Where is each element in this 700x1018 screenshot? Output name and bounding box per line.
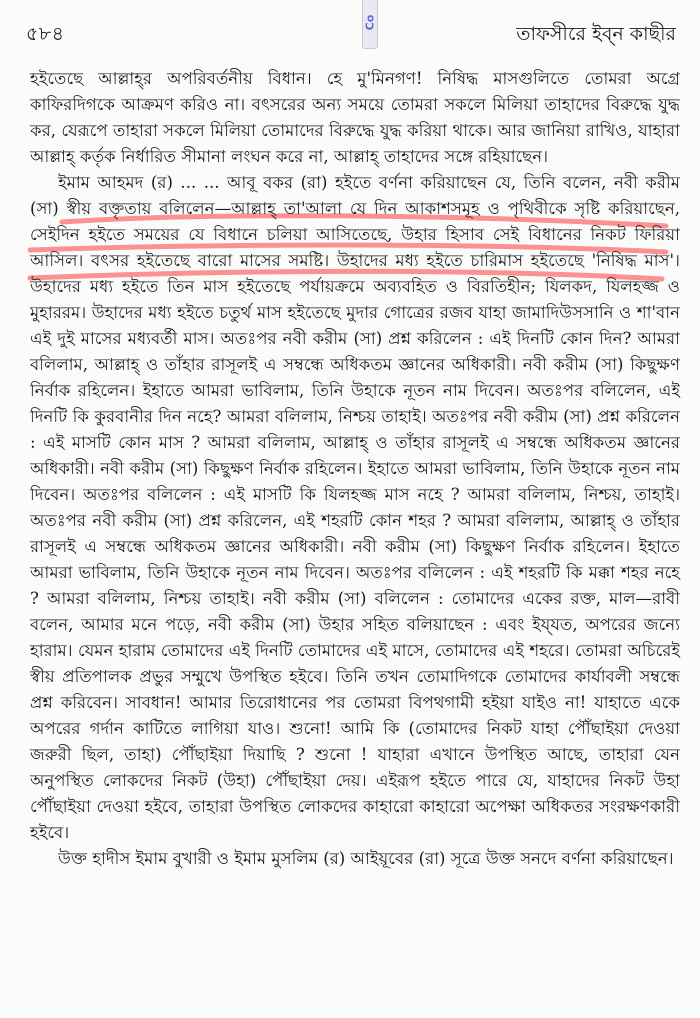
body-text — [30, 66, 680, 872]
page-number: ৫৮৪ — [26, 23, 65, 45]
page-header — [24, 16, 676, 50]
watermark-tab-label: Co — [363, 14, 377, 31]
paragraph-1: হইতেছে আল্লাহ্‌র অপরিবর্তনীয় বিধান। হে মু'মিনগণ! নিষিদ্ধ মাসগুলিতে তোমরা অগ্রে কাফিরদিগকে আক্রমণ করিও না। বৎসরের অন্য সময়ে তোমরা সকলে মিলিয়া তাহাদের বিরুদ্ধে যুদ্ধ কর, যেরূপে তাহারা সকলে মিলিয়া তোমাদের বিরুদ্ধে যুদ্ধ করিয়া থাকে। আর জানিয়া রাখিও, যাহারা আল্লাহ্‌ কর্তৃক নির্ধারিত সীমানা লংঘন করে না, আল্লাহ্‌ তাহাদের সঙ্গে রহিয়াছেন। — [30, 69, 680, 166]
paragraph-2: ইমাম আহমদ (র) ... ... আবূ বকর (রা) হইতে বর্ণনা করিয়াছেন যে, তিনি বলেন, নবী করীম (সা) স্বীয় বক্তৃতায় বলিলেন—আল্লাহ্‌ তা'আলা যে দিন আকাশসমূহ ও পৃথিবীকে সৃষ্টি করিয়াছেন, সেইদিন হইতে সময়ের যে বিধানে চলিয়া আসিতেছে, উহার হিসাব সেই বিধানের নিকট ফিরিয়া আসিল। বৎসর হইতেছে বারো মাসের সমষ্টি। উহাদের মধ্য হইতে চারিমাস হইতেছে 'নিষিদ্ধ মাস'। উহাদের মধ্য হইতে তিন মাস হইতেছে পর্যায়ক্রমে অব্যবহিত ও বিরতিহীন; যিলকদ, যিলহজ্জ ও মুহাররম। উহাদের মধ্য হইতে চতুর্থ মাস হইতেছে মুদার গোত্রের রজব যাহা জামাদিউসসানি ও শা'বান এই দুই মাসের মধ্যবর্তী মাস। অতঃপর নবী করীম (সা) প্রশ্ন করিলেন : এই দিনটি কোন দিন? আমরা বলিলাম, আল্লাহ্‌ ও তাঁহার রাসূলই এ সম্বন্ধে অধিকতম জ্ঞানের অধিকারী। নবী করীম (সা) কিছুক্ষণ নির্বাক রহিলেন। ইহাতে আমরা ভাবিলাম, তিনি উহাকে নূতন নাম দিবেন। অতঃপর বলিলেন, এই দিনটি কি কুরবানীর দিন নহে? আমরা বলিলাম, নিশ্চয় তাহাই। অতঃপর নবী করীম (সা) প্রশ্ন করিলেন : এই মাসটি কোন মাস ? আমরা বলিলাম, আল্লাহ্‌ ও তাঁহার রাসূলই এ সম্বন্ধে অধিকতম জ্ঞানের অধিকারী। নবী করীম (সা) কিছুক্ষণ নির্বাক রহিলেন। ইহাতে আমরা ভাবিলাম, তিনি উহাকে নূতন নাম দিবেন। অতঃপর বলিলেন : এই মাসটি কি যিলহজ্জ মাস নহে ? আমরা বলিলাম, নিশ্চয়, তাহাই। অতঃপর নবী করীম (সা) প্রশ্ন করিলেন, এই শহরটি কোন শহর ? আমরা বলিলাম, আল্লাহ্‌ ও তাঁহার রাসূলই এ সম্বন্ধে অধিকতম জ্ঞানের অধিকারী। নবী করীম (সা) কিছুক্ষণ নির্বাক রহিলেন। ইহাতে আমরা ভাবিলাম, তিনি উহাকে নূতন নাম দিবেন। অতঃপর বলিলেন : এই শহরটি কি মক্কা শহর নহে ? আমরা বলিলাম, নিশ্চয় তাহাই। নবী করীম (সা) বলিলেন : তোমাদের একের রক্ত, মাল—রাবী বলেন, আমার মনে পড়ে, নবী করীম (সা) উহার সহিত বলিয়াছেন : এবং ইয্‌যত, অপরের জন্যে হারাম। যেমন হারাম তোমাদের এই দিনটি তোমাদের এই মাসে, তোমাদের এই শহরে। তোমরা অচিরেই স্বীয় প্রতিপালক প্রভুর সম্মুখে উপস্থিত হইবে। তিনি তখন তোমাদিগকে তোমাদের কার্যাবলী সম্বন্ধে প্রশ্ন করিবেন। সাবধান! আমার তিরোধানের পর তোমরা বিপথগামী হইয়া যাইও না! যাহাতে একে অপরের গর্দান কাটিতে লাগিয়া যাও। শুনো! আমি কি (তোমাদের নিকট যাহা পৌঁছাইয়া দেওয়া জরুরী ছিল, তাহা) পৌঁছাইয়া দিয়াছি ? শুনো ! যাহারা এখানে উপস্থিত আছে, তাহারা যেন অনুপস্থিত লোকদের নিকট (উহা) পৌঁছাইয়া দেয়। এইরূপ হইতে পারে যে, যাহাদের নিকট উহা পৌঁছাইয়া দেওয়া হইবে, তাহারা উপস্থিত লোকদের কাহারো কাহারো অপেক্ষা অধিকতর সংরক্ষণকারী হইবে। — [30, 173, 680, 842]
running-title: তাফসীরে ইব্‌ন কাছীর — [516, 23, 676, 45]
paragraph-3: উক্ত হাদীস ইমাম বুখারী ও ইমাম মুসলিম (র) আইয়ূবের (রা) সূত্রে উক্ত সনদে বর্ণনা করিয়াছেন। — [58, 849, 674, 868]
